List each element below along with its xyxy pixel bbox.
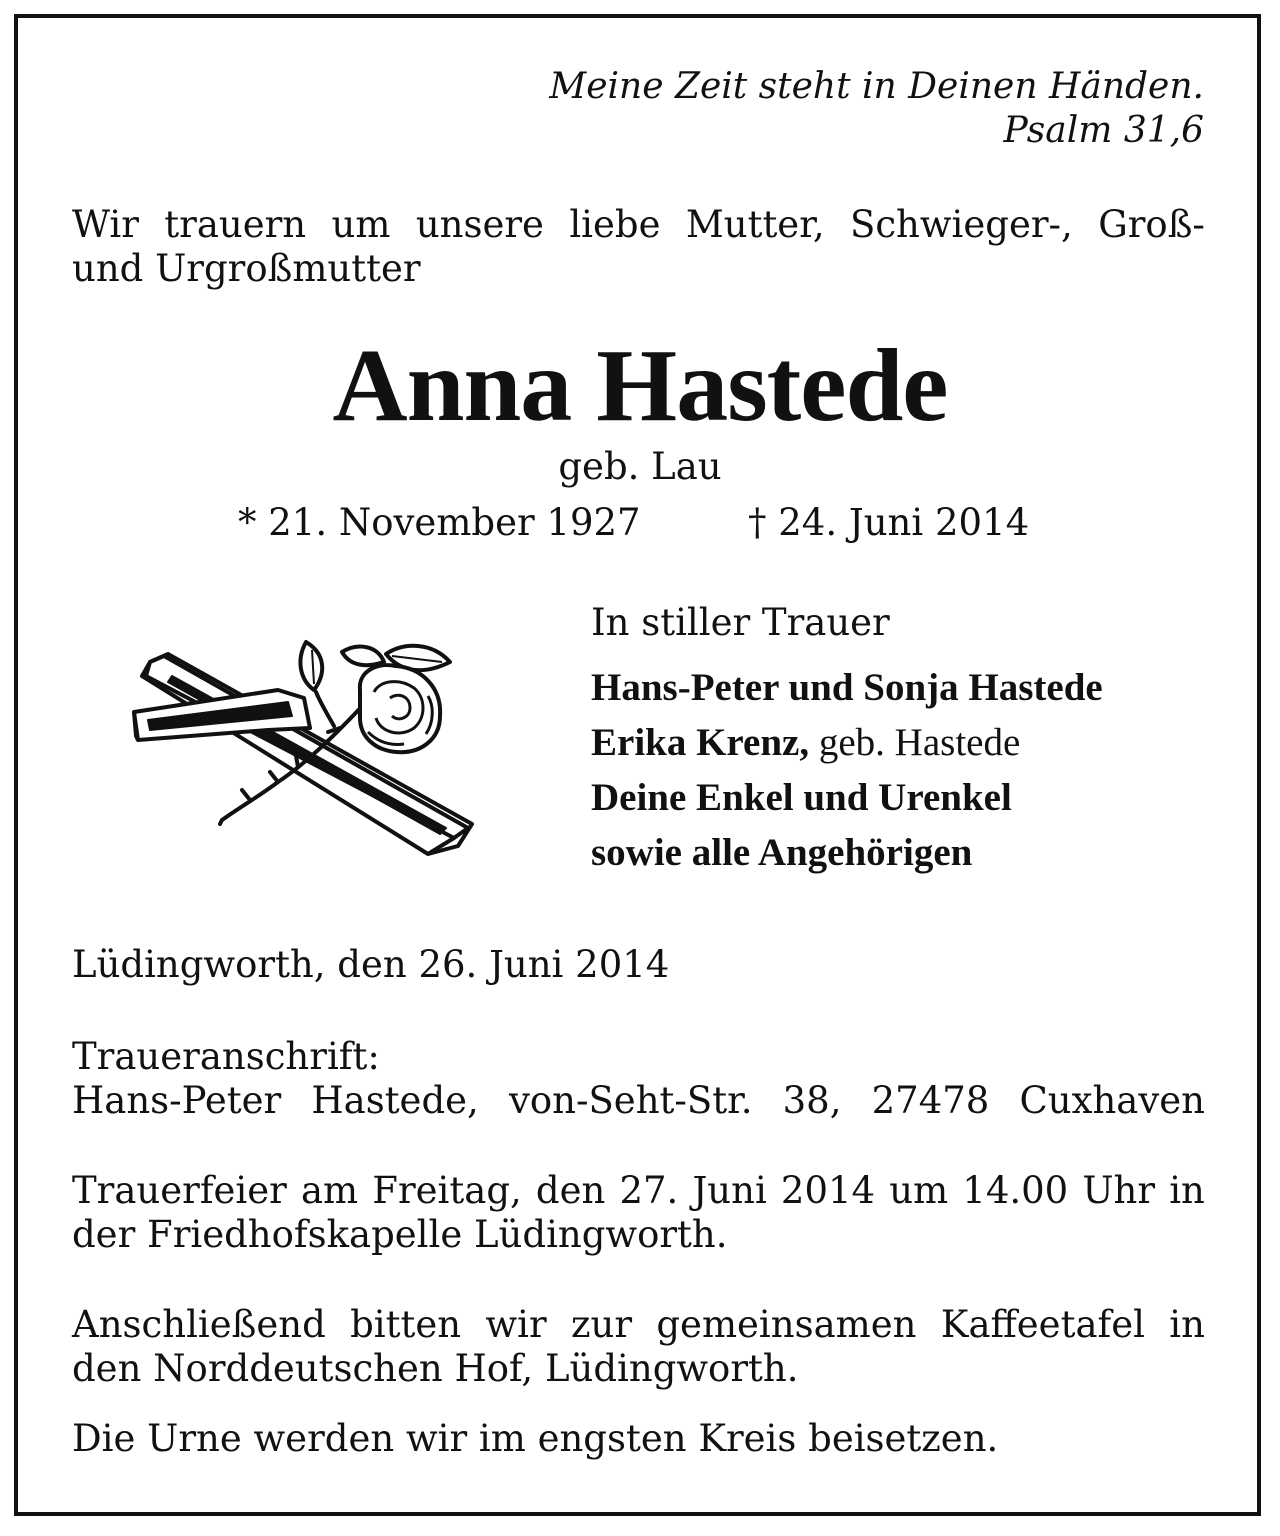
word: Uhr <box>1082 1169 1156 1212</box>
word: Cuxhaven <box>1019 1079 1205 1122</box>
intro-line-1 <box>72 204 1205 246</box>
intro-line-2: und Urgroßmutter <box>72 247 421 290</box>
mourner-maiden-name: geb. Hastede <box>809 721 1021 764</box>
place-date: Lüdingworth, den 26. Juni 2014 <box>72 943 670 986</box>
mourner-line-4: sowie alle Angehörigen <box>591 831 973 874</box>
word: 38, <box>782 1079 842 1122</box>
word: in <box>1169 1169 1205 1212</box>
word: Schwieger-, <box>849 203 1073 246</box>
motto-reference: Psalm 31,6 <box>1003 110 1204 151</box>
word: Kaffeetafel <box>940 1303 1145 1346</box>
word: Juni <box>692 1169 767 1212</box>
word: um <box>889 1169 949 1212</box>
service-line-2: der Friedhofskapelle Lüdingworth. <box>72 1213 728 1256</box>
word: den <box>535 1169 606 1212</box>
word: 27. <box>619 1169 679 1212</box>
cross-with-rose-icon <box>128 632 478 862</box>
word: am <box>301 1169 359 1212</box>
deceased-name: Anna Hastede <box>332 328 948 443</box>
mourner-line-3: Deine Enkel und Urenkel <box>591 776 1012 819</box>
word: Groß- <box>1098 203 1205 246</box>
mourner-name-erika: Erika Krenz, <box>591 721 810 764</box>
address-line <box>72 1080 1205 1122</box>
word: 2014 <box>780 1169 876 1212</box>
word: liebe <box>569 203 661 246</box>
word: Anschließend <box>72 1303 326 1346</box>
word: um <box>331 203 391 246</box>
reception-line-1 <box>72 1304 1205 1346</box>
word: 27478 <box>871 1079 990 1122</box>
service-line-1 <box>72 1170 1205 1212</box>
word: Hastede, <box>311 1079 479 1122</box>
mourner-line-1: Hans-Peter und Sonja Hastede <box>591 666 1103 709</box>
motto-quote: Meine Zeit steht in Deinen Händen. <box>549 66 1204 107</box>
mourners-heading: In stiller Trauer <box>591 601 890 644</box>
word: Trauerfeier <box>72 1169 287 1212</box>
word: bitten <box>350 1303 462 1346</box>
death-date: † 24. Juni 2014 <box>748 501 1030 544</box>
reception-line-2: den Norddeutschen Hof, Lüdingworth. <box>72 1347 799 1390</box>
word: unsere <box>415 203 544 246</box>
word: Freitag, <box>372 1169 522 1212</box>
word: Hans-Peter <box>72 1079 282 1122</box>
word: gemeinsamen <box>656 1303 917 1346</box>
word: Mutter, <box>685 203 825 246</box>
word: Wir <box>72 203 139 246</box>
word: wir <box>485 1303 547 1346</box>
word: zur <box>571 1303 633 1346</box>
mourner-line-2 <box>591 722 1020 764</box>
address-label: Traueranschrift: <box>72 1035 380 1078</box>
birth-date: * 21. November 1927 <box>238 501 641 544</box>
word: trauern <box>164 203 307 246</box>
word: 14.00 <box>962 1169 1069 1212</box>
word: von-Seht-Str. <box>508 1079 753 1122</box>
burial-note: Die Urne werden wir im engsten Kreis beisetzen. <box>72 1417 999 1460</box>
maiden-name: geb. Lau <box>558 445 722 488</box>
word: in <box>1169 1303 1205 1346</box>
